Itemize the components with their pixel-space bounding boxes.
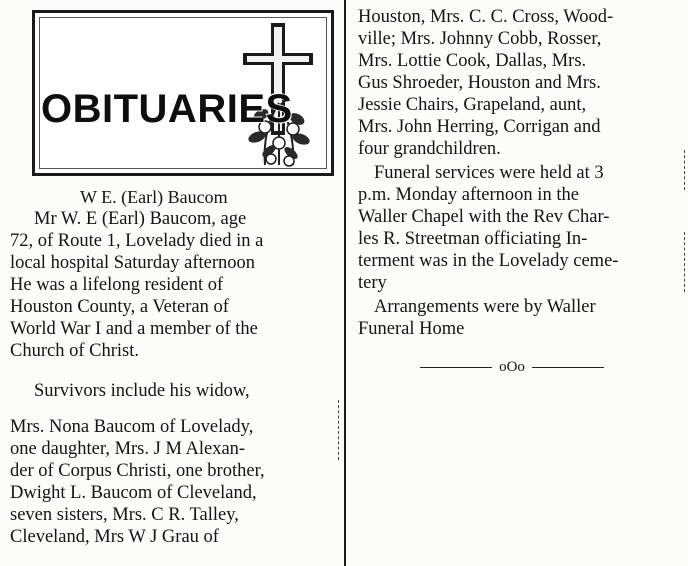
obituary-line: Houston, Mrs. C. C. Cross, Wood- bbox=[358, 7, 614, 27]
obituaries-header-box bbox=[32, 10, 334, 176]
obituary-line: seven sisters, Mrs. C R. Talley, bbox=[10, 505, 239, 525]
obituary-line: Gus Shroeder, Houston and Mrs. bbox=[358, 73, 601, 93]
obituary-line: local hospital Saturday afternoon bbox=[10, 253, 256, 273]
obituary-line: Arrangements were by Waller bbox=[374, 297, 596, 317]
obituary-line: les R. Streetman officiating In- bbox=[358, 229, 588, 249]
obituary-line: one daughter, Mrs. J M Alexan- bbox=[10, 439, 246, 459]
obituary-line: p.m. Monday afternoon in the bbox=[358, 185, 579, 205]
deceased-name: W E. (Earl) Baucom bbox=[80, 187, 228, 207]
left-column bbox=[4, 0, 338, 566]
obituary-line: World War I and a member of the bbox=[10, 319, 258, 339]
obituary-line: Houston County, a Veteran of bbox=[10, 297, 229, 317]
obituary-line: Mrs. Lottie Cook, Dallas, Mrs. bbox=[358, 51, 587, 71]
obituary-line: tery bbox=[358, 273, 387, 293]
obituary-line: 72, of Route 1, Lovelady died in a bbox=[10, 231, 264, 251]
column-divider bbox=[344, 0, 346, 566]
obituary-line: Mrs. Nona Baucom of Lovelady, bbox=[10, 417, 254, 437]
obituary-line: Jessie Chairs, Grapeland, aunt, bbox=[358, 95, 587, 115]
obituaries-heading: OBITUARIES bbox=[41, 87, 293, 131]
obituary-line: Funeral Home bbox=[358, 319, 465, 339]
scan-edge-mark bbox=[684, 150, 685, 190]
obituary-line: Church of Christ. bbox=[10, 341, 139, 361]
obituary-line: He was a lifelong resident of bbox=[10, 275, 224, 295]
right-column bbox=[352, 0, 684, 566]
obituary-line: Mrs. John Herring, Corrigan and bbox=[358, 117, 601, 137]
obituary-line: Dwight L. Baucom of Cleveland, bbox=[10, 483, 257, 503]
obituary-line: terment was in the Lovelady ceme- bbox=[358, 251, 619, 271]
obituary-line: Cleveland, Mrs W J Grau of bbox=[10, 527, 219, 547]
closing-ornament: oOo bbox=[412, 356, 612, 378]
obituary-line: Survivors include his widow, bbox=[34, 381, 250, 401]
obituary-line: ville; Mrs. Johnny Cobb, Rosser, bbox=[358, 29, 602, 49]
scan-edge-mark bbox=[684, 232, 685, 292]
obituary-line: Funeral services were held at 3 bbox=[374, 163, 604, 183]
obituary-line: four grandchildren. bbox=[358, 139, 501, 159]
obituary-line: Mr W. E (Earl) Baucom, age bbox=[34, 209, 247, 229]
obituary-line: der of Corpus Christi, one brother, bbox=[10, 461, 265, 481]
scan-edge-mark bbox=[338, 400, 339, 460]
obituary-line: Waller Chapel with the Rev Char- bbox=[358, 207, 610, 227]
